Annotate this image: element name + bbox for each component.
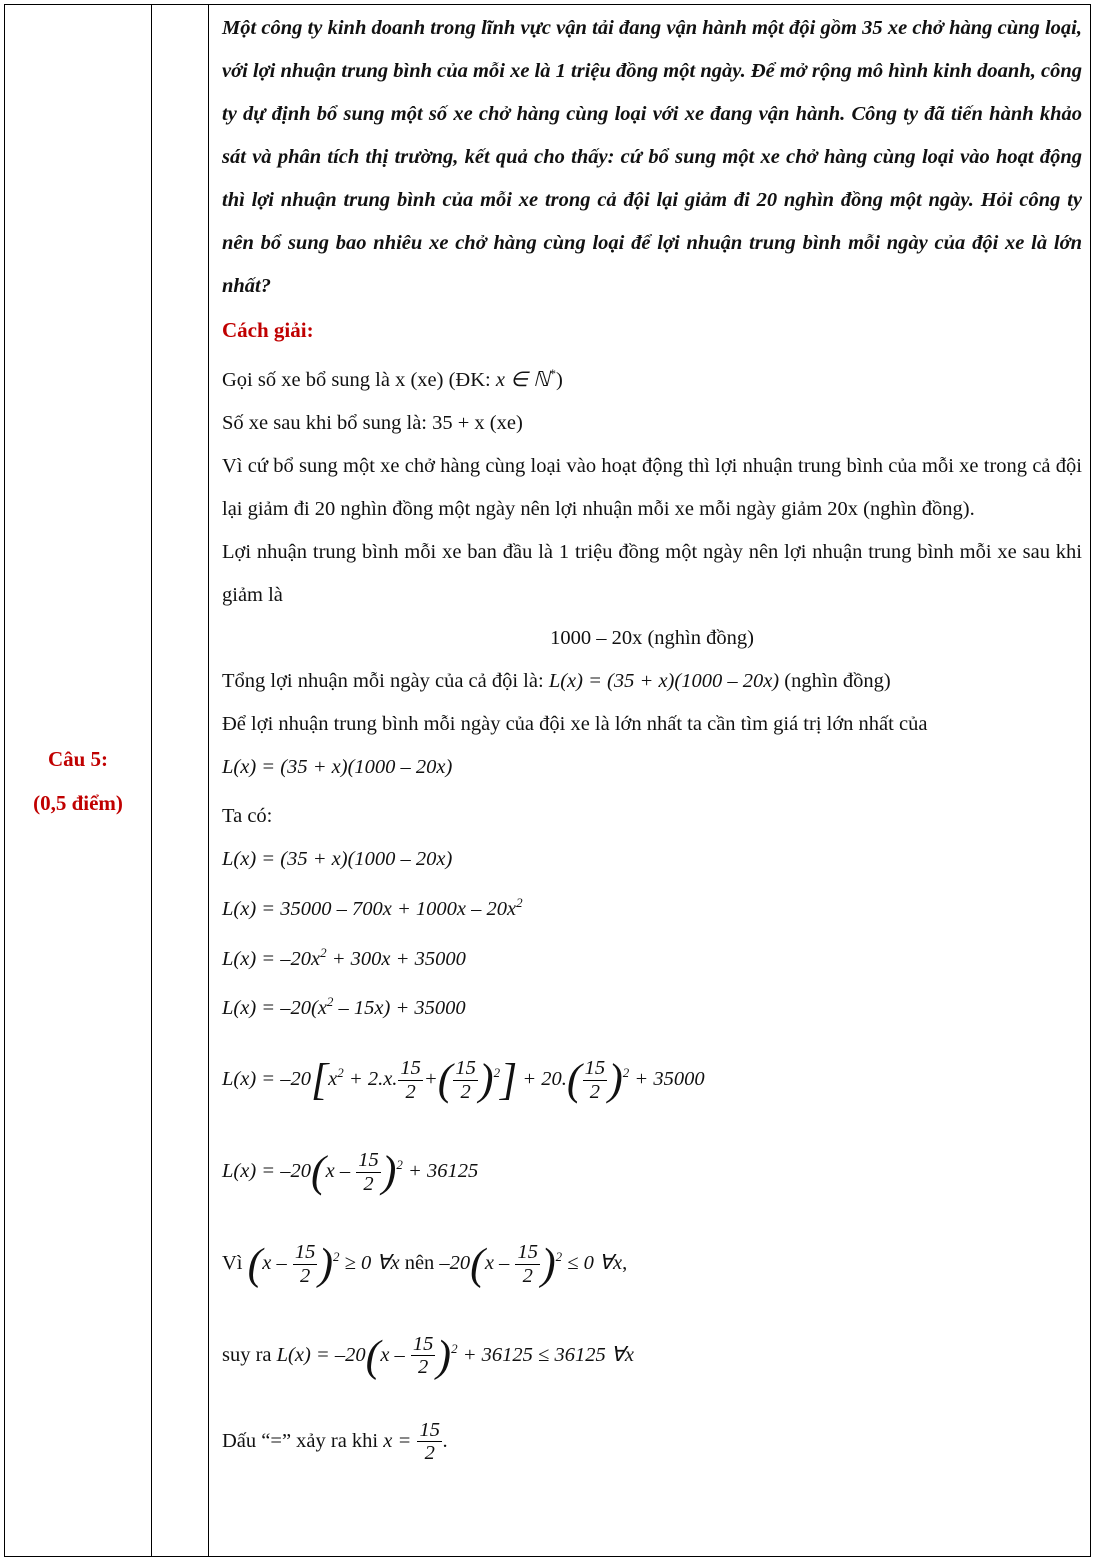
eq-2-text: L(x) = 35000 – 700x + 1000x – 20x bbox=[222, 897, 517, 920]
eq-2: $L(x) = 35000 - 700x + 1000x - 20x^2$ bbox=[222, 894, 523, 920]
line-6-unit: (nghìn đồng) bbox=[784, 669, 891, 692]
line-4: Lợi nhuận trung bình mỗi xe ban đầu là 1 triệu đồng một ngày nên lợi nhuận trung bình mỗi xe sau khi giảm là bbox=[222, 540, 1082, 606]
question-points: (0,5 điểm) bbox=[33, 790, 123, 815]
question-label-cell bbox=[5, 5, 152, 1557]
answer-table bbox=[4, 4, 1091, 1557]
line-3: Vì cứ bổ sung một xe chở hàng cùng loại vào hoạt động thì lợi nhuận trung bình của mỗi xe trong cả đội lại giảm đi 20 nghìn đồng một ngày nên lợi nhuận mỗi xe mỗi ngày giảm 20x (nghìn đồng). bbox=[222, 454, 1082, 520]
eq-7: Vì (x – $\frac{15}{2}$ )$^2$ ≥ 0 ∀x nên –20(x – $\frac{15}{2}$ )$^2$ ≤ 0 ∀x, bbox=[222, 1239, 628, 1289]
eq-5-frac-c: $\frac{15}{2}$ bbox=[584, 1057, 606, 1103]
eq-3: $L(x) = -20x^2 + 300x + 35000$ bbox=[222, 944, 466, 970]
eq-5-frac-b: $\frac{15}{2}$ bbox=[455, 1057, 476, 1103]
content-cell bbox=[209, 5, 1091, 1557]
line-6-formula: L(x) = (35 + x)(1000 – 20x) bbox=[548, 669, 780, 692]
eq-3-text: L(x) = –20x bbox=[222, 947, 321, 970]
eq-3-tail: + 300x + 35000 bbox=[326, 947, 466, 970]
line-8: L(x) = (35 + x)(1000 – 20x) bbox=[222, 755, 453, 778]
line-5: 1000 – 20x (nghìn đồng) bbox=[550, 626, 754, 649]
solution-heading: Cách giải: bbox=[222, 318, 314, 342]
eq-9-frac: $\frac{15}{2}$ bbox=[419, 1418, 440, 1465]
eq-5-frac-a: $\frac{15}{2}$ bbox=[400, 1057, 421, 1103]
eq-4-text: L(x) = –20(x bbox=[222, 997, 327, 1020]
line-7: Để lợi nhuận trung bình mỗi ngày của đội xe là lớn nhất ta cần tìm giá trị lớn nhất của bbox=[222, 712, 928, 735]
line-1: Gọi số xe bổ sung là x (xe) (ĐK: x ∈ ℕ*) bbox=[222, 366, 563, 391]
line-6 bbox=[222, 660, 1082, 703]
eq-4-tail: – 15x) + 35000 bbox=[333, 997, 466, 1020]
problem-statement: Một công ty kinh doanh trong lĩnh vực vận tải đang vận hành một đội gồm 35 xe chở hàng cùng loại, với lợi nhuận trung bình của mỗi xe là 1 triệu đồng một ngày. Để mở rộng mô hình kinh doanh, công ty dự định bổ sung một số xe chở hàng cùng loại với xe đang vận hành. Công ty đã tiến hành khảo sát và phân tích thị trường, kết quả cho thấy: cứ bổ sung một xe chở hàng cùng loại vào hoạt động thì lợi nhuận trung bình của mỗi xe trong cả đội lại giảm đi 20 nghìn đồng một ngày. Hỏi công ty nên bổ sung bao nhiêu xe chở hàng cùng loại để lợi nhuận trung bình mỗi ngày của đội xe là lớn nhất? bbox=[222, 17, 1082, 297]
line-1-text: Gọi số xe bổ sung là x (xe) (ĐK: bbox=[222, 368, 491, 391]
eq-4: $L(x) = -20(x^2 - 15x) + 35000$ bbox=[222, 994, 466, 1020]
eq-9: Dấu “=” xảy ra khi x = $\frac{15}{2}$ . bbox=[222, 1418, 449, 1465]
question-number: Câu 5: bbox=[47, 746, 109, 771]
eq-8: suy ra L(x) = –20(x – $\frac{15}{2}$ )$^2$ + 36125 ≤ 36125 ∀x bbox=[222, 1330, 634, 1380]
eq-1: L(x) = (35 + x)(1000 – 20x) bbox=[222, 847, 453, 870]
eq-6: L(x) = –20(x – $\frac{15}{2}$ )$^2$ + 36125 bbox=[222, 1147, 479, 1197]
score-column bbox=[152, 5, 209, 1557]
eq-5: $L(x) = -20[x^2 + 2.x$. $\frac{15}{2}$ +( $\frac{15}{2}$ )$^2$] + 20.( $\frac{15}{2}$ )$^2$ + 35000 bbox=[222, 1055, 705, 1105]
line-6-text: Tổng lợi nhuận mỗi ngày của cả đội là: bbox=[222, 669, 544, 692]
line-2: Số xe sau khi bổ sung là: 35 + x (xe) bbox=[222, 411, 523, 434]
line-9: Ta có: bbox=[222, 804, 273, 827]
line-1-condition: x ∈ ℕ bbox=[495, 368, 550, 391]
eq-6-frac: $\frac{15}{2}$ bbox=[358, 1149, 379, 1195]
